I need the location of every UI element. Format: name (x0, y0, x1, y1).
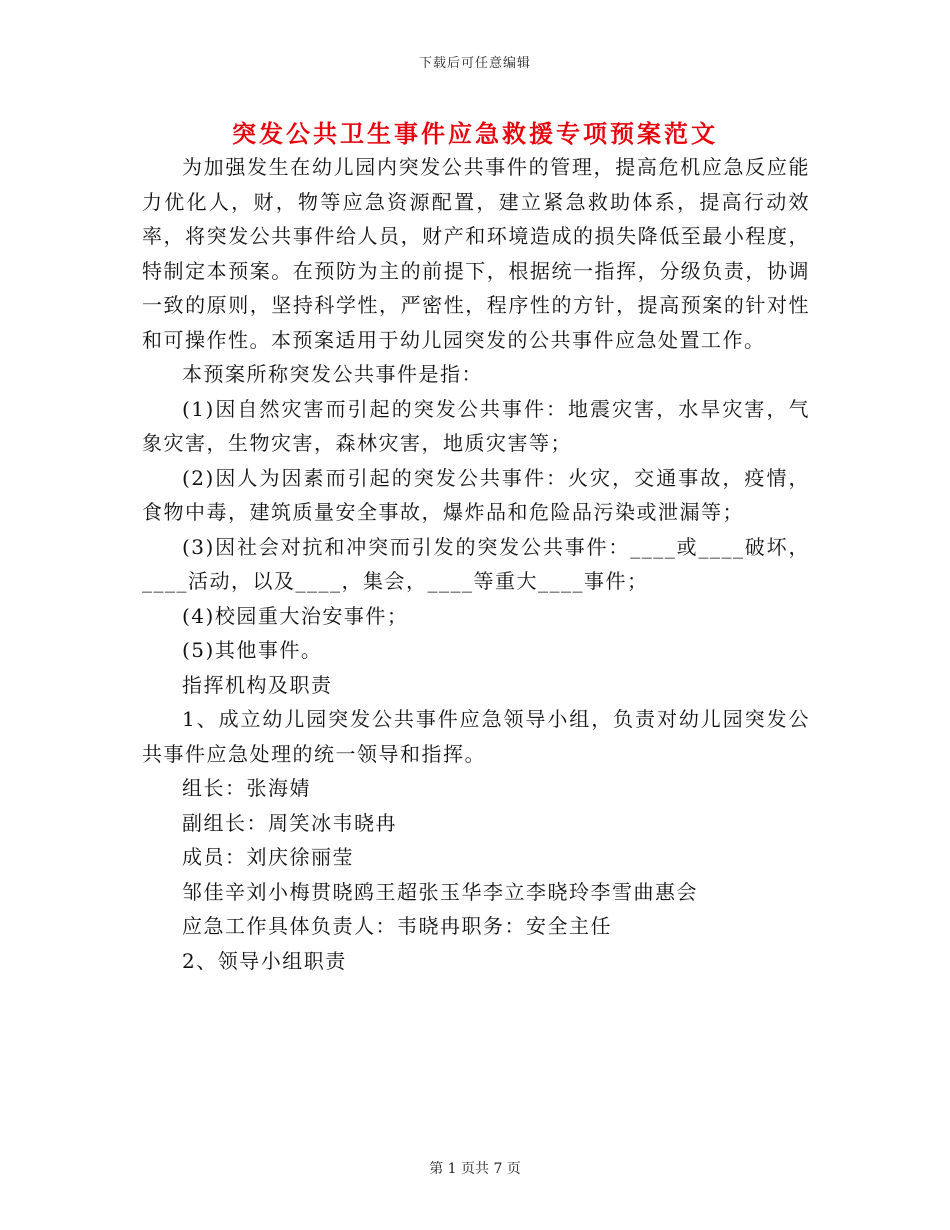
list-item-natural-disaster: (1)因自然灾害而引起的突发公共事件：地震灾害，水旱灾害，气象灾害，生物灾害，森林灾害，地质灾害等； (142, 396, 810, 455)
paragraph-group-leader: 组长：张海婧 (182, 776, 311, 800)
paragraph-members: 成员：刘庆徐丽莹 (182, 845, 354, 869)
section-heading-command: 指挥机构及职责 (182, 672, 333, 697)
paragraph-definition: 本预案所称突发公共事件是指： (182, 362, 483, 386)
document-body (142, 150, 810, 978)
list-item-campus-security: (4)校园重大治安事件； (182, 603, 409, 628)
document-title: 突发公共卫生事件应急救援专项预案范文 (232, 119, 718, 148)
paragraph-deputy-leader: 副组长：周笑冰韦晓冉 (182, 810, 397, 835)
paragraph-person-in-charge: 应急工作具体负责人：韦晓冉职务：安全主任 (182, 914, 612, 938)
paragraph-leading-group: 1、成立幼儿园突发公共事件应急领导小组，负责对幼儿园突发公共事件应急处理的统一领导和指挥。 (142, 707, 810, 766)
page-header-note: 下载后可任意编辑 (418, 56, 531, 71)
page-number: 第 1 页共 7 页 (429, 1161, 521, 1177)
list-item-social-conflict: (3)因社会对抗和冲突而引发的突发公共事件：____或____破坏，____活动，以及____，集会，____等重大____事件； (142, 534, 810, 593)
paragraph-intro: 为加强发生在幼儿园内突发公共事件的管理，提高危机应急反应能力优化人，财，物等应急资源配置，建立紧急救助体系，提高行动效率，将突发公共事件给人员，财产和环境造成的损失降低至最小程度，特制定本预案。在预防为主的前提下，根据统一指挥，分级负责，协调一致的原则，坚持科学性，严密性，程序性的方针，提高预案的针对性和可操作性。本预案适用于幼儿园突发的公共事件应急处置工作。 (142, 155, 810, 352)
list-item-human-factor: (2)因人为因素而引起的突发公共事件：火灾，交通事故，疫情，食物中毒，建筑质量安全事故，爆炸品和危险品污染或泄漏等； (142, 465, 810, 524)
section-heading-duties: 2、领导小组职责 (182, 948, 347, 973)
paragraph-member-names: 邹佳辛刘小梅贯晓鸥王超张玉华李立李晓玲李雪曲惠会 (182, 879, 698, 904)
list-item-other: (5)其他事件。 (182, 638, 323, 662)
